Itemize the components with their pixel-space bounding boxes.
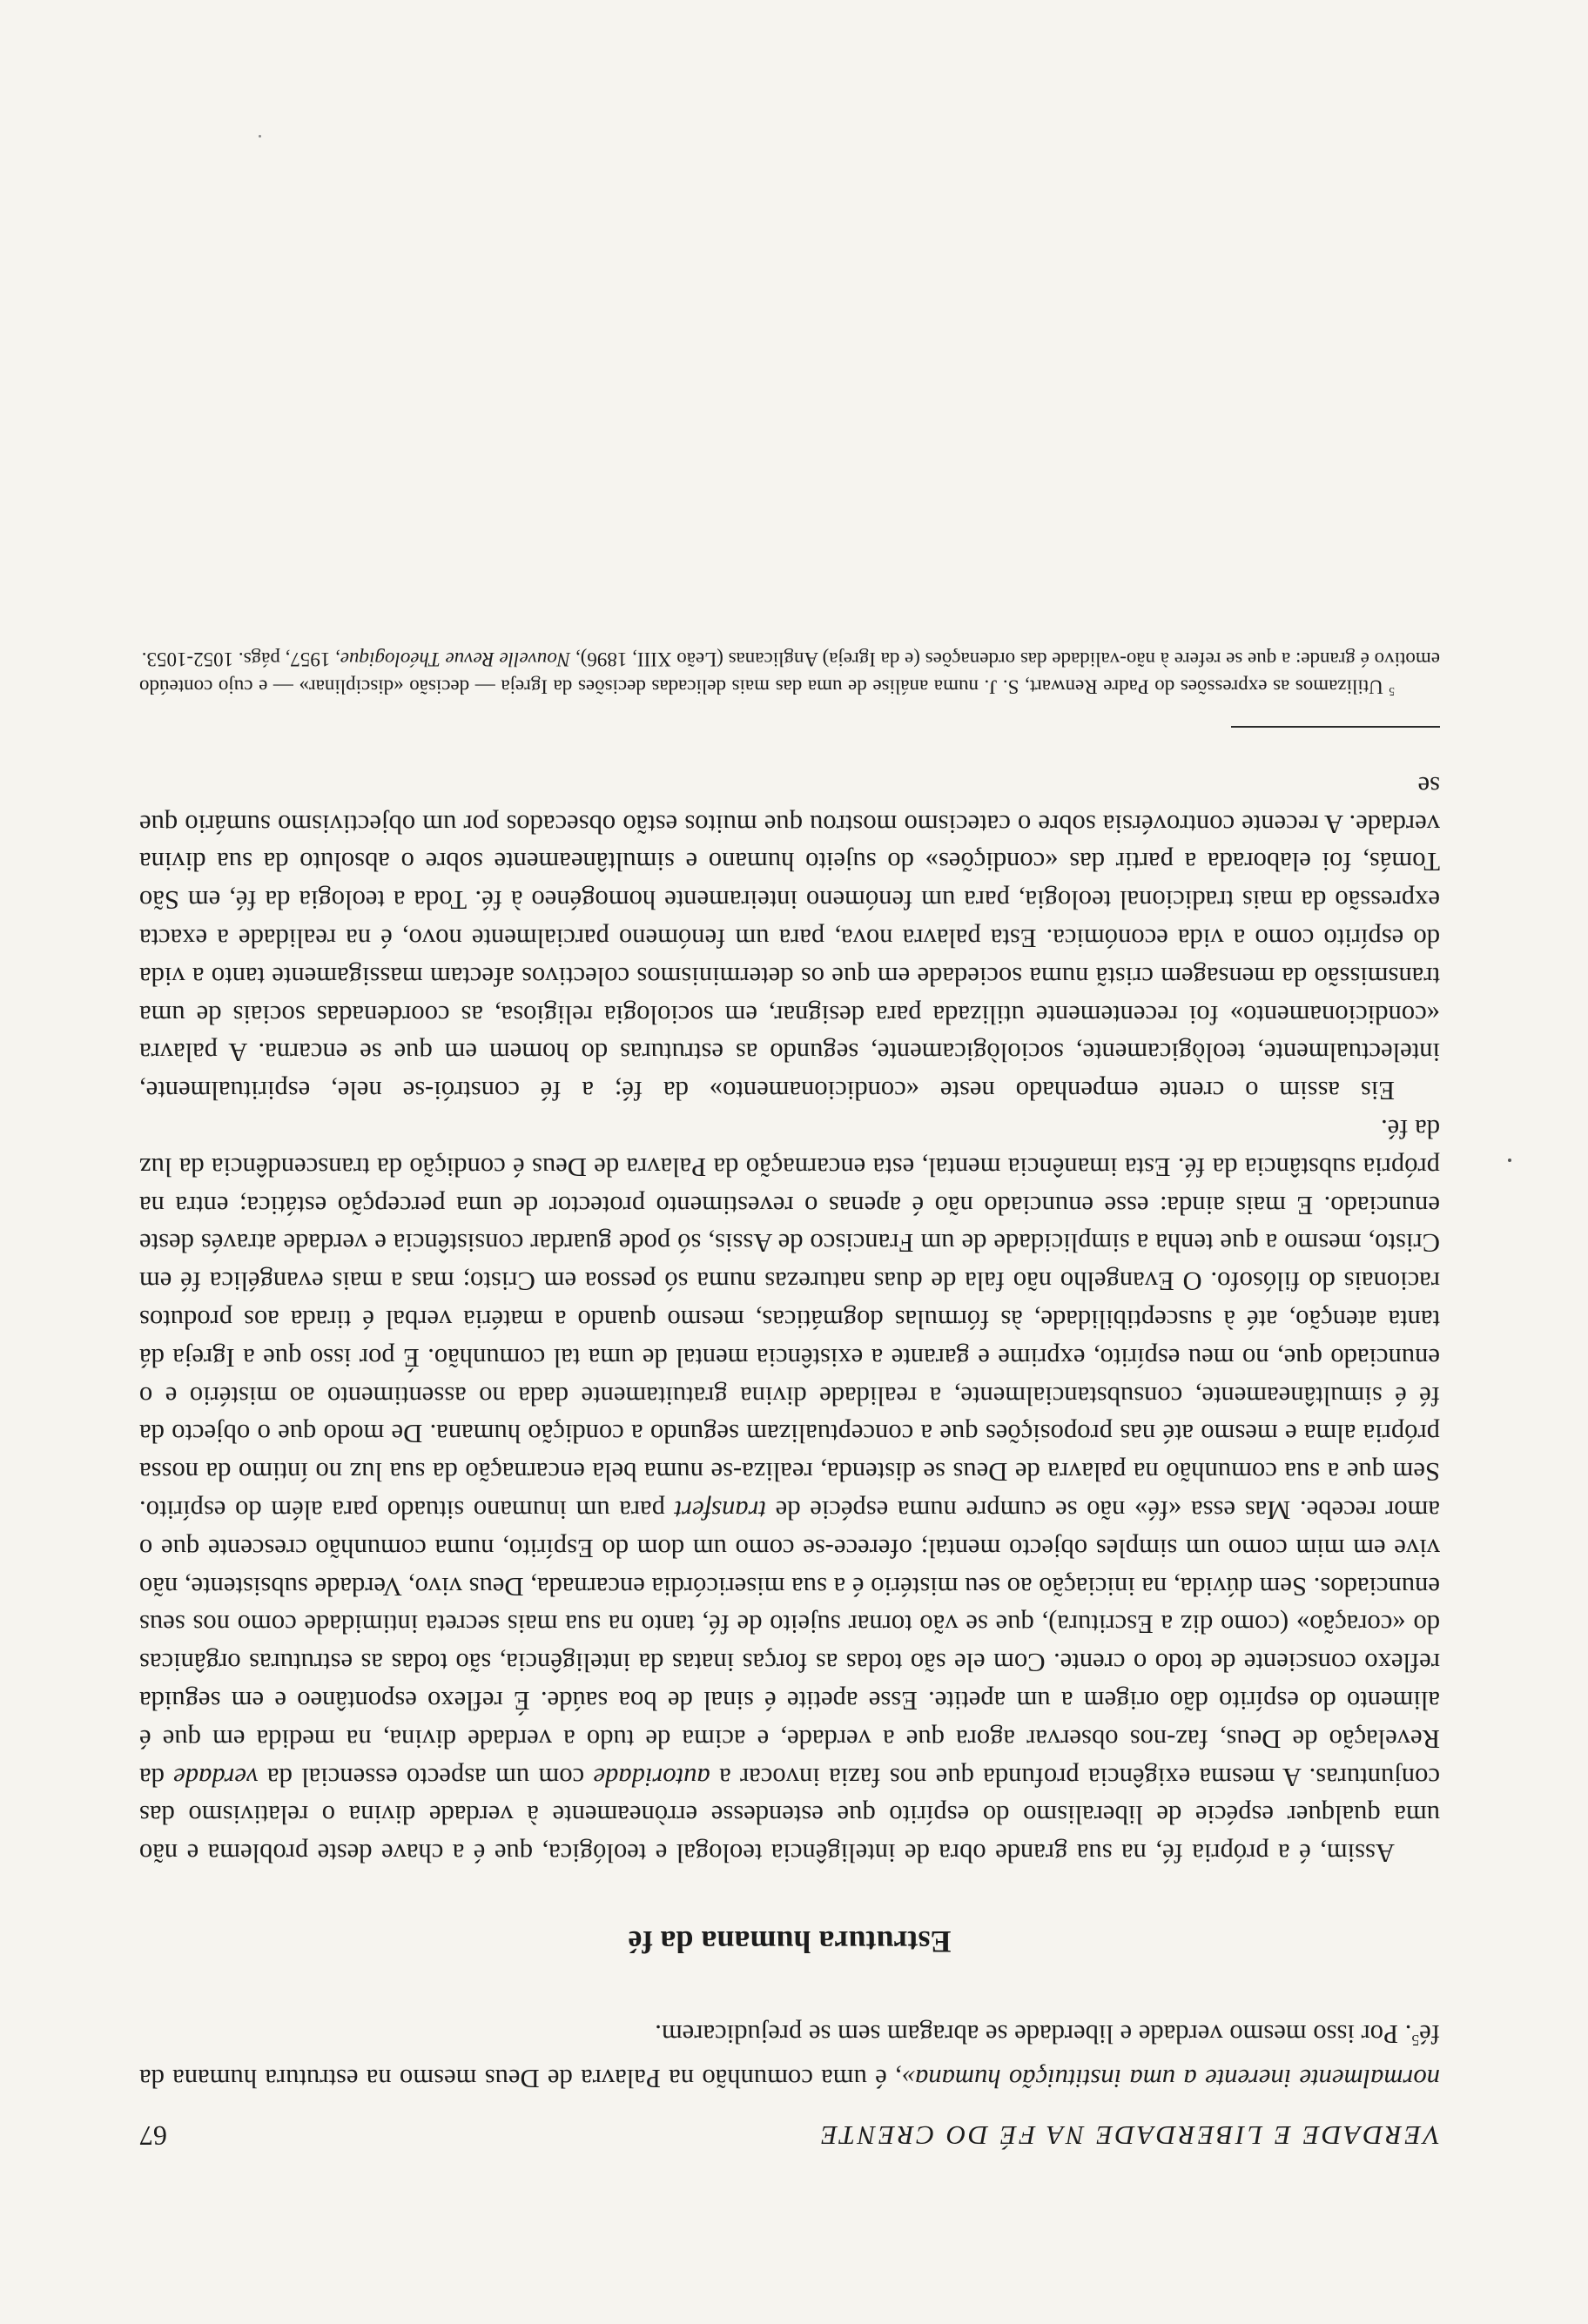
running-head xyxy=(139,2119,1440,2152)
intro-text: , é uma comunhão na Palavra de Deus mesmo na estrutura humana da fé xyxy=(139,2019,1440,2093)
intro-italic: normalmente inerente a uma instituição humana» xyxy=(901,2064,1440,2093)
section-title: Estrutura humana da fé xyxy=(628,1924,952,1960)
text-run: para um inumano situado para além do espírito. Sem que a sua comunhão na palavra de Deus se distenda, realiza-se numa bela encarnação da sua luz no íntimo da nossa própria alma e mesmo até nas proposições que a conceptualizam segundo a condição humana. De modo que o objecto da fé é simultâneamente, consubstancialmente, a realidade divina gratuitamente dada no assentimento ao mistério e o enunciado que, no meu espírito, exprime e garante a existência mental de uma tal comunhão. É por isso que a Igreja dá tanta atenção, até à susceptibilidade, às fórmulas dogmáticas, mesmo quando a matéria verbal é tirada aos produtos racionais do filósofo. O Evangelho não fala de duas naturezas numa só pessoa em Cristo; mas a mais evangélica fé em Cristo, mesmo a que tenha a simplicidade de um Francisco de Assis, só pode guardar consistência e verdade através deste enunciado. E mais ainda: esse enunciado não é apenas o revestimento protector de uma percepção estática; entra na própria substância da fé. Esta imanência mental, esta encarnação da Palavra de Deus é condição da transcendência da luz da fé. xyxy=(138,1114,1440,1526)
footnote xyxy=(139,645,1440,705)
intro-text-end: . Por isso mesmo verdade e liberdade se abragam sem se prejudicarem. xyxy=(655,2019,1412,2050)
running-title: VERDADE E LIBERDADE NA FÉ DO CRENTE xyxy=(818,2120,1440,2151)
footnote-marker: 5 xyxy=(1389,685,1395,699)
footnote-divider xyxy=(1231,726,1440,728)
scan-speck xyxy=(259,135,261,138)
page-number: 67 xyxy=(139,2120,167,2152)
italic-run: autoridade xyxy=(593,1762,710,1792)
paragraph-2: Eis assim o crente empenhado neste «condicionamento» da fé; a fé constrói-se nele, espiritualmente, intelectualmente, teològicamente, sociològicamente, segundo as estruturas do homem em que se encarna. A palavra «condicionamento» foi recentemente utilizada para designar, em sociologia religiosa, as coordenadas sociais de uma transmissão da mensagem cristã numa sociedade em que os determinismos colectivos afectam massigamente tanto a vida do espírito como a vida económica. Esta palavra nova, para um fenómeno parcialmente novo, é na realidade a exacta expressão da mais tradicional teologia, para um fenómeno inteiramente homogéneo à fé. Toda a teologia da fé, em São Tomás, foi elaborada a partir das «condições» do sujeito humano e simultâneamente sobre o absoluto da sua divina verdade. A recente controvérsia sobre o catecismo mostrou que muitos estão obsecados por um objectivismo sumário que se xyxy=(139,770,1440,1106)
text-run: com um aspecto essencial da xyxy=(258,1762,594,1792)
footnote-text: Utilizamos as expressões do Padre Renwart, S. J. numa análise de uma das mais delicadas decisões da Igreja — decisão «disciplinar» — e cujo conteúdo emotivo é grande: a que se refere à não-validade das ordenações (e da Igreja) Anglicanas (Leão XIII, 1896), xyxy=(139,648,1440,698)
footnote-journal: Nouvelle Revue Théologique xyxy=(340,648,571,670)
paragraph-1 xyxy=(139,1109,1440,1871)
scan-speck xyxy=(1508,1159,1511,1162)
footnote-text-end: , 1957, págs. 1052-1053. xyxy=(141,648,340,670)
italic-run: verdade xyxy=(173,1762,259,1792)
italic-run: transfert xyxy=(674,1495,767,1526)
text-run: Assim, é a própria fé, na sua grande obra de inteligência teologal e teológica, que é a chave deste problema e não uma qualquer espécie de liberalismo do espírito que estendesse erròneamente à verdade divina o relativismo das conjunturas. A mesma exigência profunda que nos fazia invocar a xyxy=(139,1762,1440,1869)
footnote-reference: 5 xyxy=(1411,2032,1420,2050)
intro-paragraph xyxy=(139,2014,1440,2097)
page-content xyxy=(139,645,1440,2152)
text-run: da Revelação de Deus, faz-nos observar agora que a verdade, e acima de tudo a verdade divina, na medida em que é alimento do espírito dão origem a um apetite. Esse apetite é sinal de boa saúde. É reflexo espontâneo e em seguida reflexo consciente de todo o crente. Com ele são todas as forças inatas da inteligência, são todas as estruturas orgânicas do «coração» (como diz a Escritura), que se vão tornar sujeito de fé, tanto na sua mais secreta intimidade como nos seus enunciados. Sem dúvida, na iniciação ao seu mistério é a sua misericórdia encarnada, Deus vivo, Verdade subsistente, não vive em mim como um simples objecto mental; oferece-se como um dom do Espírito, numa comunhão crescente que o amor recebe. Mas essa «fé» não se cumpre numa espécie de xyxy=(139,1495,1440,1792)
